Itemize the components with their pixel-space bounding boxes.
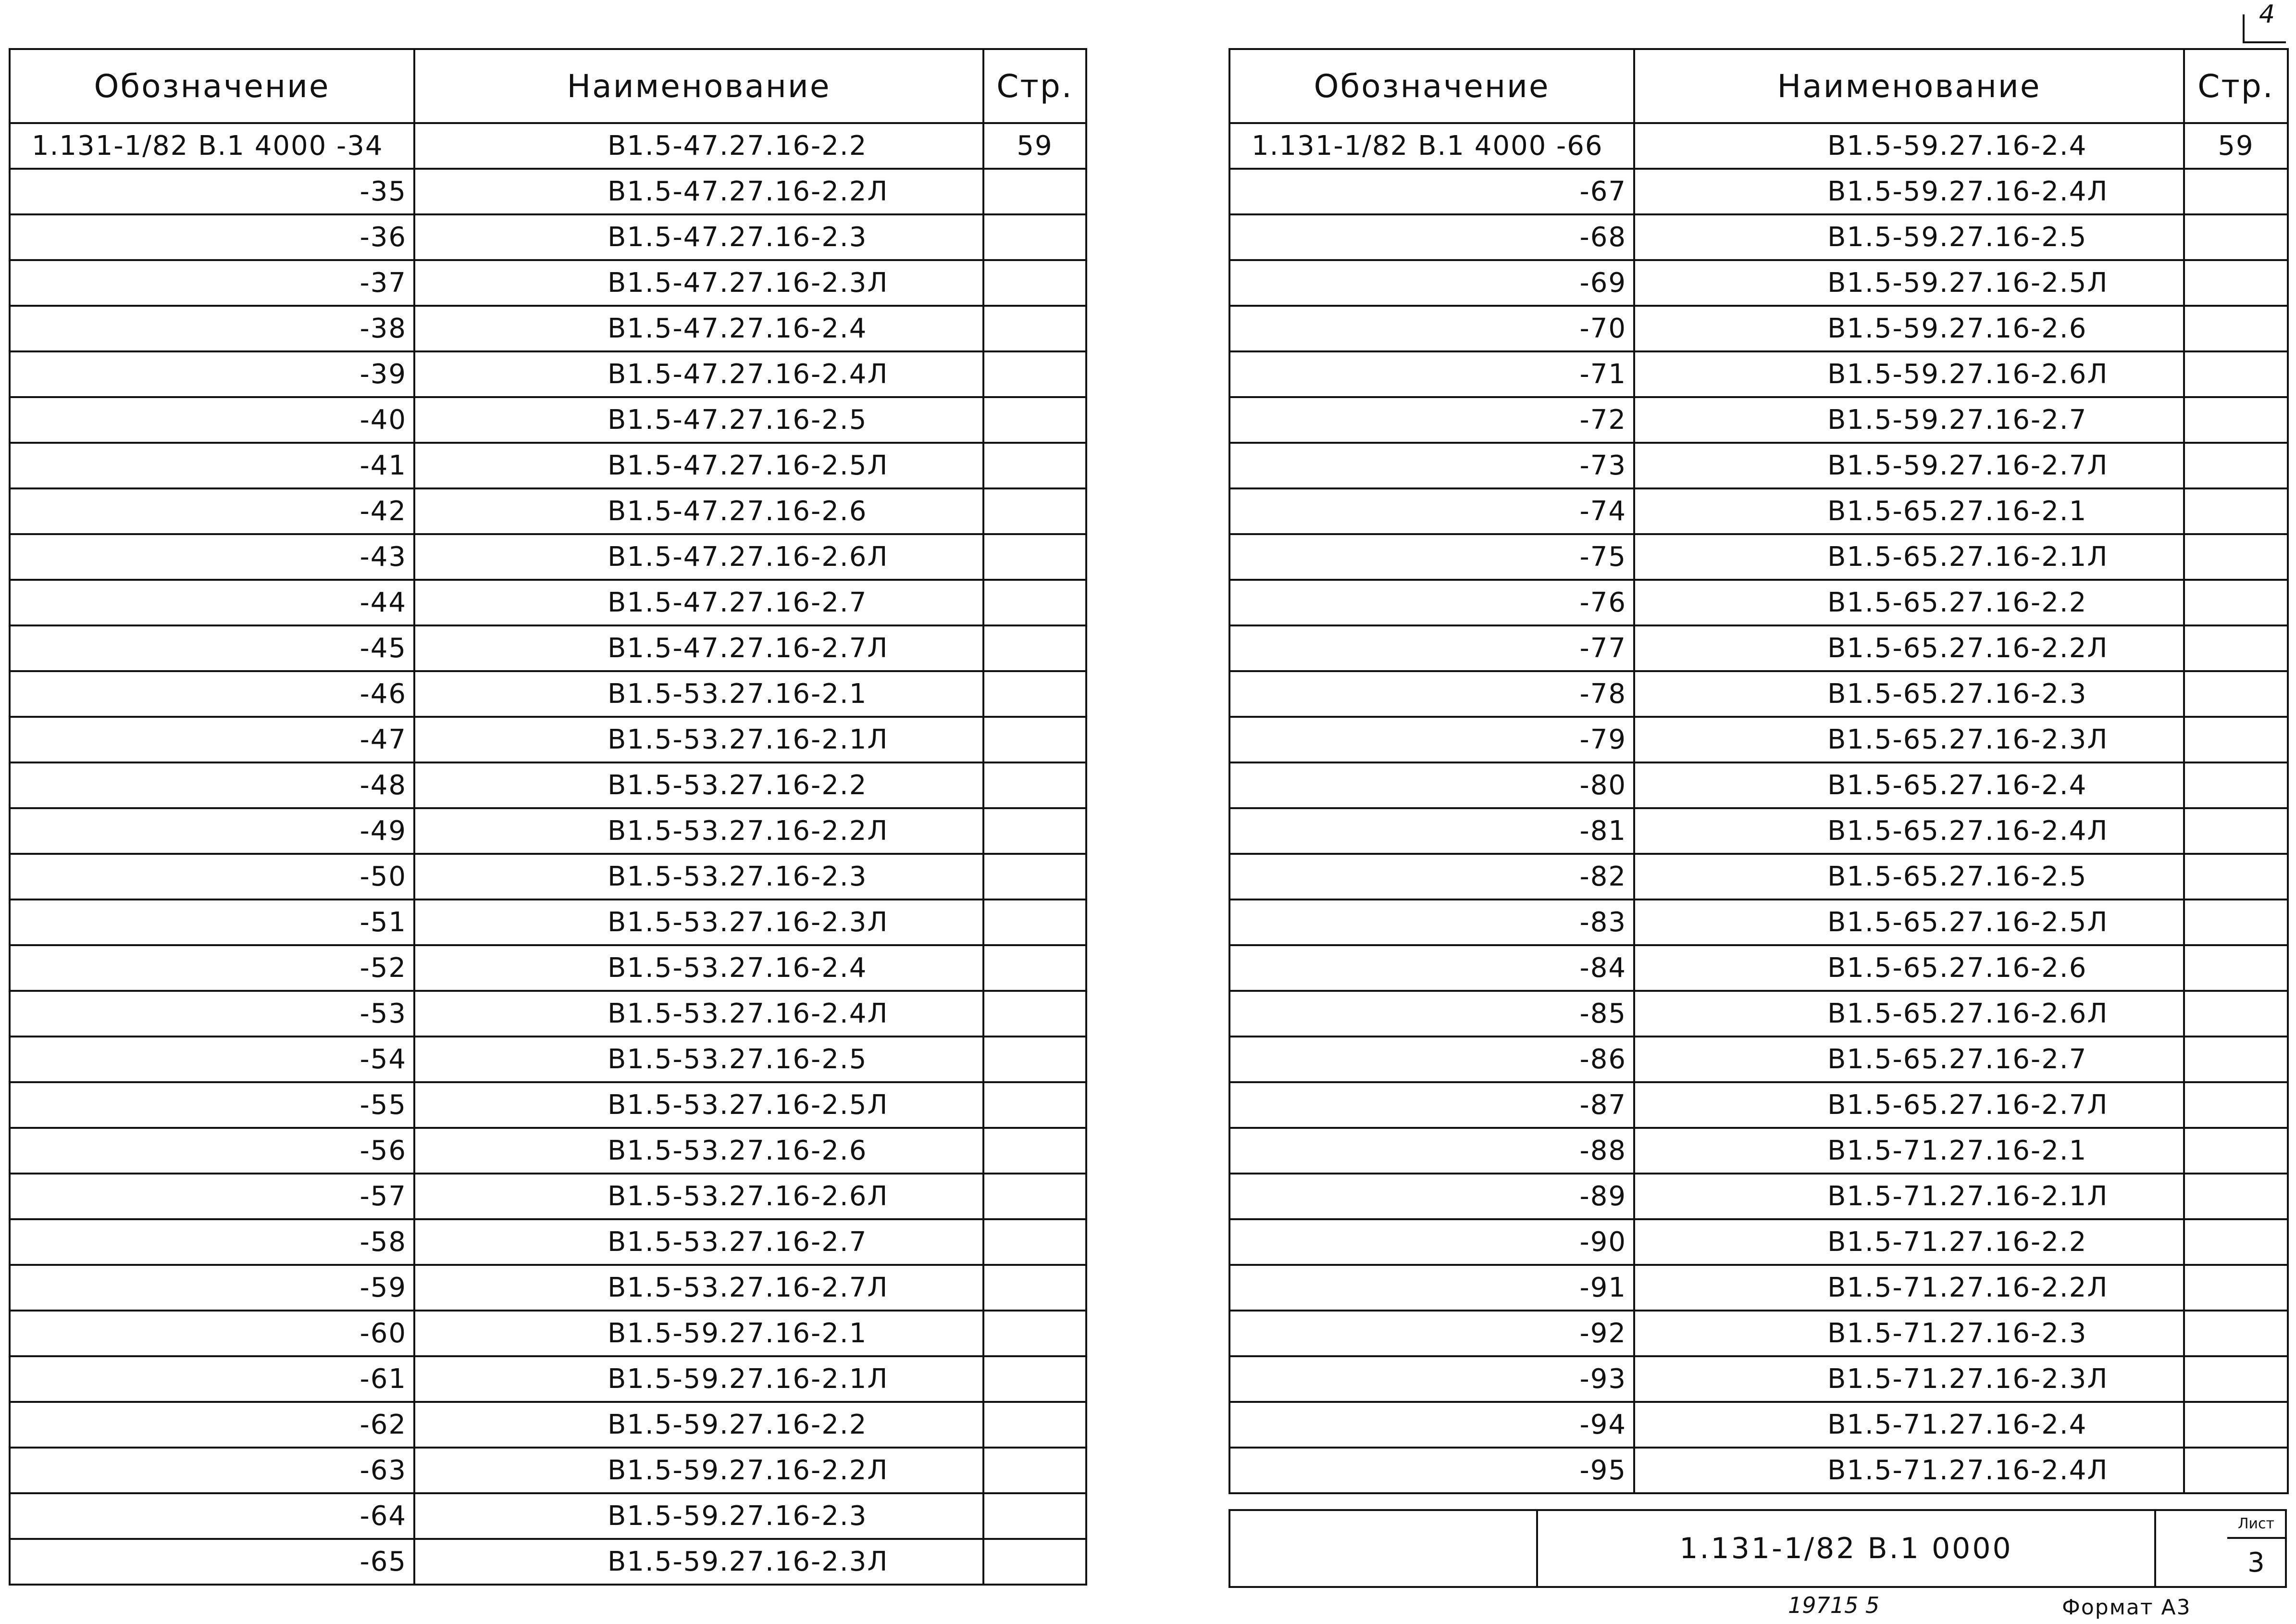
name-cell: В1.5-59.27.16-2.1 xyxy=(414,1311,983,1356)
code-cell: -35 xyxy=(10,169,414,214)
code-cell: -43 xyxy=(10,534,414,580)
code-cell: -36 xyxy=(10,214,414,260)
page-cell: 59 xyxy=(983,123,1086,169)
code-cell: -75 xyxy=(1229,534,1634,580)
table-row xyxy=(1229,169,2288,214)
header-page: Стр. xyxy=(2184,49,2288,123)
name-cell: В1.5-53.27.16-2.7 xyxy=(414,1219,983,1265)
code-cell: -63 xyxy=(10,1448,414,1493)
page-cell xyxy=(983,899,1086,945)
corner-page-number: 4 xyxy=(2259,0,2275,29)
page-cell xyxy=(2184,580,2288,625)
page-cell xyxy=(2184,397,2288,443)
name-cell: В1.5-71.27.16-2.2Л xyxy=(1634,1265,2184,1311)
table-row xyxy=(1229,945,2288,991)
name-cell: В1.5-53.27.16-2.4 xyxy=(414,945,983,991)
page-cell xyxy=(983,534,1086,580)
name-cell: В1.5-47.27.16-2.7Л xyxy=(414,625,983,671)
name-cell: В1.5-65.27.16-2.1Л xyxy=(1634,534,2184,580)
code-cell: -54 xyxy=(10,1037,414,1082)
page-cell xyxy=(2184,991,2288,1037)
name-cell: В1.5-53.27.16-2.2 xyxy=(414,762,983,808)
name-cell: В1.5-47.27.16-2.6 xyxy=(414,488,983,534)
table-row xyxy=(10,899,1086,945)
page-cell xyxy=(983,945,1086,991)
page-cell xyxy=(2184,671,2288,717)
table-row xyxy=(1229,214,2288,260)
code-cell: -60 xyxy=(10,1311,414,1356)
code-cell: -88 xyxy=(1229,1128,1634,1174)
name-cell: В1.5-71.27.16-2.3 xyxy=(1634,1311,2184,1356)
name-cell: В1.5-65.27.16-2.2Л xyxy=(1634,625,2184,671)
table-row xyxy=(10,1402,1086,1448)
code-cell: -79 xyxy=(1229,717,1634,762)
page-cell xyxy=(2184,1311,2288,1356)
page-cell xyxy=(2184,351,2288,397)
code-cell: -53 xyxy=(10,991,414,1037)
name-cell: В1.5-47.27.16-2.2Л xyxy=(414,169,983,214)
code-cell: -50 xyxy=(10,854,414,899)
name-cell: В1.5-53.27.16-2.3Л xyxy=(414,899,983,945)
page-cell xyxy=(983,1082,1086,1128)
table-row xyxy=(10,1219,1086,1265)
page-cell xyxy=(983,991,1086,1037)
code-cell: -56 xyxy=(10,1128,414,1174)
code-cell: -62 xyxy=(10,1402,414,1448)
name-cell: В1.5-53.27.16-2.1 xyxy=(414,671,983,717)
page-cell xyxy=(983,169,1086,214)
code-cell: 1.131-1/82 В.1 4000 -34 xyxy=(10,123,414,169)
table-row xyxy=(10,351,1086,397)
code-cell: -41 xyxy=(10,443,414,488)
name-cell: В1.5-59.27.16-2.4Л xyxy=(1634,169,2184,214)
table-row xyxy=(1229,1402,2288,1448)
table-row xyxy=(1229,991,2288,1037)
page-cell xyxy=(983,397,1086,443)
code-cell: -67 xyxy=(1229,169,1634,214)
page-cell xyxy=(983,854,1086,899)
table-row xyxy=(10,1448,1086,1493)
table-row xyxy=(10,123,1086,169)
code-cell: -51 xyxy=(10,899,414,945)
header-designation: Обозначение xyxy=(1229,49,1634,123)
header-page: Стр. xyxy=(983,49,1086,123)
name-cell: В1.5-59.27.16-2.4 xyxy=(1634,123,2184,169)
page-cell xyxy=(2184,1356,2288,1402)
name-cell: В1.5-59.27.16-2.3Л xyxy=(414,1539,983,1585)
code-cell: -89 xyxy=(1229,1174,1634,1219)
inventory-number: 19715 5 xyxy=(1788,1592,1880,1618)
table-row xyxy=(10,717,1086,762)
name-cell: В1.5-65.27.16-2.3Л xyxy=(1634,717,2184,762)
code-cell: -70 xyxy=(1229,306,1634,351)
left-header-row xyxy=(10,49,1086,123)
table-row xyxy=(1229,1356,2288,1402)
table-row xyxy=(10,580,1086,625)
name-cell: В1.5-65.27.16-2.5Л xyxy=(1634,899,2184,945)
code-cell: -37 xyxy=(10,260,414,306)
code-cell: -58 xyxy=(10,1219,414,1265)
left-table-body xyxy=(10,123,1086,1585)
code-cell: -71 xyxy=(1229,351,1634,397)
left-spec-table xyxy=(9,48,1087,1586)
table-row xyxy=(1229,899,2288,945)
table-row xyxy=(10,1311,1086,1356)
code-cell: -72 xyxy=(1229,397,1634,443)
table-row xyxy=(1229,671,2288,717)
page-cell xyxy=(983,808,1086,854)
name-cell: В1.5-53.27.16-2.3 xyxy=(414,854,983,899)
table-row xyxy=(1229,534,2288,580)
table-row xyxy=(10,762,1086,808)
name-cell: В1.5-65.27.16-2.1 xyxy=(1634,488,2184,534)
name-cell: В1.5-65.27.16-2.7 xyxy=(1634,1037,2184,1082)
code-cell: -73 xyxy=(1229,443,1634,488)
table-row xyxy=(10,1356,1086,1402)
table-row xyxy=(10,625,1086,671)
table-row xyxy=(10,854,1086,899)
table-row xyxy=(10,1493,1086,1539)
name-cell: В1.5-71.27.16-2.4Л xyxy=(1634,1448,2184,1493)
table-row xyxy=(10,671,1086,717)
code-cell: -55 xyxy=(10,1082,414,1128)
name-cell: В1.5-47.27.16-2.7 xyxy=(414,580,983,625)
name-cell: В1.5-65.27.16-2.4Л xyxy=(1634,808,2184,854)
table-row xyxy=(10,397,1086,443)
code-cell: -94 xyxy=(1229,1402,1634,1448)
code-cell: -42 xyxy=(10,488,414,534)
page-cell xyxy=(983,1448,1086,1493)
name-cell: В1.5-71.27.16-2.1Л xyxy=(1634,1174,2184,1219)
code-cell: -59 xyxy=(10,1265,414,1311)
sheet-number: 3 xyxy=(2247,1547,2265,1578)
name-cell: В1.5-47.27.16-2.5Л xyxy=(414,443,983,488)
page-cell xyxy=(2184,1448,2288,1493)
table-row xyxy=(10,991,1086,1037)
table-row xyxy=(10,1265,1086,1311)
name-cell: В1.5-65.27.16-2.3 xyxy=(1634,671,2184,717)
right-table-body xyxy=(1229,123,2288,1493)
name-cell: В1.5-47.27.16-2.4 xyxy=(414,306,983,351)
code-cell: -69 xyxy=(1229,260,1634,306)
code-cell: -47 xyxy=(10,717,414,762)
page-cell xyxy=(983,1128,1086,1174)
code-cell: -49 xyxy=(10,808,414,854)
page-cell xyxy=(2184,854,2288,899)
table-row xyxy=(10,214,1086,260)
page-cell xyxy=(983,1037,1086,1082)
code-cell: -87 xyxy=(1229,1082,1634,1128)
code-cell: -44 xyxy=(10,580,414,625)
page-cell xyxy=(2184,808,2288,854)
right-spec-table xyxy=(1229,48,2289,1494)
code-cell: -46 xyxy=(10,671,414,717)
page-cell xyxy=(2184,625,2288,671)
table-row xyxy=(10,488,1086,534)
code-cell: -86 xyxy=(1229,1037,1634,1082)
corner-mark-vertical xyxy=(2243,14,2245,43)
code-cell: -65 xyxy=(10,1539,414,1585)
name-cell: В1.5-71.27.16-2.4 xyxy=(1634,1402,2184,1448)
table-row xyxy=(10,1128,1086,1174)
page-cell xyxy=(2184,762,2288,808)
code-cell: -64 xyxy=(10,1493,414,1539)
code-cell: -91 xyxy=(1229,1265,1634,1311)
name-cell: В1.5-59.27.16-2.5Л xyxy=(1634,260,2184,306)
right-header-row xyxy=(1229,49,2288,123)
name-cell: В1.5-53.27.16-2.4Л xyxy=(414,991,983,1037)
table-row xyxy=(10,1082,1086,1128)
table-row xyxy=(1229,488,2288,534)
page-cell xyxy=(2184,443,2288,488)
page-cell xyxy=(2184,1265,2288,1311)
name-cell: В1.5-65.27.16-2.6 xyxy=(1634,945,2184,991)
table-row xyxy=(1229,1037,2288,1082)
name-cell: В1.5-53.27.16-2.1Л xyxy=(414,717,983,762)
table-row xyxy=(1229,123,2288,169)
table-row xyxy=(1229,1174,2288,1219)
page-cell xyxy=(983,306,1086,351)
page-cell xyxy=(983,351,1086,397)
table-row xyxy=(1229,580,2288,625)
name-cell: В1.5-59.27.16-2.5 xyxy=(1634,214,2184,260)
corner-mark-horizontal xyxy=(2243,41,2286,43)
name-cell: В1.5-47.27.16-2.6Л xyxy=(414,534,983,580)
table-row xyxy=(10,1037,1086,1082)
name-cell: В1.5-53.27.16-2.2Л xyxy=(414,808,983,854)
name-cell: В1.5-65.27.16-2.6Л xyxy=(1634,991,2184,1037)
code-cell: -77 xyxy=(1229,625,1634,671)
table-row xyxy=(1229,1219,2288,1265)
page-cell xyxy=(2184,214,2288,260)
code-cell: -90 xyxy=(1229,1219,1634,1265)
page-cell xyxy=(2184,306,2288,351)
name-cell: В1.5-59.27.16-2.3 xyxy=(414,1493,983,1539)
page-cell xyxy=(2184,169,2288,214)
page-cell xyxy=(2184,488,2288,534)
code-cell: -82 xyxy=(1229,854,1634,899)
name-cell: В1.5-59.27.16-2.7Л xyxy=(1634,443,2184,488)
code-cell: -40 xyxy=(10,397,414,443)
name-cell: В1.5-53.27.16-2.5 xyxy=(414,1037,983,1082)
page-cell xyxy=(983,1311,1086,1356)
table-row xyxy=(10,169,1086,214)
table-row xyxy=(1229,854,2288,899)
code-cell: -95 xyxy=(1229,1448,1634,1493)
table-row xyxy=(1229,1128,2288,1174)
name-cell: В1.5-65.27.16-2.5 xyxy=(1634,854,2184,899)
code-cell: -78 xyxy=(1229,671,1634,717)
table-row xyxy=(10,443,1086,488)
code-cell: -85 xyxy=(1229,991,1634,1037)
name-cell: В1.5-47.27.16-2.4Л xyxy=(414,351,983,397)
code-cell: -52 xyxy=(10,945,414,991)
page-cell xyxy=(983,580,1086,625)
name-cell: В1.5-59.27.16-2.2 xyxy=(414,1402,983,1448)
page-cell xyxy=(983,214,1086,260)
page-cell xyxy=(983,1265,1086,1311)
name-cell: В1.5-71.27.16-2.1 xyxy=(1634,1128,2184,1174)
name-cell: В1.5-53.27.16-2.6 xyxy=(414,1128,983,1174)
name-cell: В1.5-71.27.16-2.3Л xyxy=(1634,1356,2184,1402)
sheet-cell xyxy=(2227,1511,2285,1586)
page-cell xyxy=(983,1356,1086,1402)
page-cell xyxy=(2184,1402,2288,1448)
name-cell: В1.5-59.27.16-2.6Л xyxy=(1634,351,2184,397)
table-row xyxy=(1229,397,2288,443)
table-row xyxy=(10,260,1086,306)
page-cell xyxy=(2184,1219,2288,1265)
table-row xyxy=(1229,808,2288,854)
name-cell: В1.5-47.27.16-2.3 xyxy=(414,214,983,260)
page-cell xyxy=(983,717,1086,762)
code-cell: -45 xyxy=(10,625,414,671)
page-cell xyxy=(2184,717,2288,762)
name-cell: В1.5-65.27.16-2.7Л xyxy=(1634,1082,2184,1128)
code-cell: -93 xyxy=(1229,1356,1634,1402)
table-row xyxy=(1229,625,2288,671)
table-row xyxy=(1229,443,2288,488)
code-cell: -57 xyxy=(10,1174,414,1219)
table-row xyxy=(1229,1448,2288,1493)
table-row xyxy=(10,945,1086,991)
page-cell xyxy=(983,1402,1086,1448)
page-cell: 59 xyxy=(2184,123,2288,169)
table-row xyxy=(10,306,1086,351)
page-cell xyxy=(983,1174,1086,1219)
table-row xyxy=(1229,1311,2288,1356)
page-cell xyxy=(2184,260,2288,306)
page-cell xyxy=(983,488,1086,534)
table-row xyxy=(1229,717,2288,762)
table-row xyxy=(1229,351,2288,397)
name-cell: В1.5-47.27.16-2.5 xyxy=(414,397,983,443)
name-cell: В1.5-53.27.16-2.6Л xyxy=(414,1174,983,1219)
code-cell: -84 xyxy=(1229,945,1634,991)
page-cell xyxy=(2184,945,2288,991)
table-row xyxy=(10,808,1086,854)
title-block xyxy=(1229,1509,2287,1588)
name-cell: В1.5-59.27.16-2.2Л xyxy=(414,1448,983,1493)
page-cell xyxy=(983,443,1086,488)
code-cell: -81 xyxy=(1229,808,1634,854)
code-cell: -92 xyxy=(1229,1311,1634,1356)
code-cell: -39 xyxy=(10,351,414,397)
code-cell: -83 xyxy=(1229,899,1634,945)
table-row xyxy=(1229,306,2288,351)
table-row xyxy=(1229,1082,2288,1128)
name-cell: В1.5-59.27.16-2.1Л xyxy=(414,1356,983,1402)
page-cell xyxy=(983,625,1086,671)
code-cell: -48 xyxy=(10,762,414,808)
table-row xyxy=(10,534,1086,580)
page-cell xyxy=(983,260,1086,306)
table-row xyxy=(1229,1265,2288,1311)
page-cell xyxy=(983,1219,1086,1265)
page-cell xyxy=(2184,534,2288,580)
header-name: Наименование xyxy=(414,49,983,123)
page-cell xyxy=(983,671,1086,717)
title-block-code: 1.131-1/82 В.1 0000 xyxy=(1536,1511,2156,1586)
page-cell xyxy=(2184,1037,2288,1082)
code-cell: -68 xyxy=(1229,214,1634,260)
page-cell xyxy=(983,762,1086,808)
name-cell: В1.5-59.27.16-2.7 xyxy=(1634,397,2184,443)
name-cell: В1.5-65.27.16-2.4 xyxy=(1634,762,2184,808)
name-cell: В1.5-53.27.16-2.7Л xyxy=(414,1265,983,1311)
name-cell: В1.5-47.27.16-2.3Л xyxy=(414,260,983,306)
format-label: Формат А3 xyxy=(2062,1595,2191,1620)
page-cell xyxy=(983,1493,1086,1539)
table-row xyxy=(1229,762,2288,808)
name-cell: В1.5-65.27.16-2.2 xyxy=(1634,580,2184,625)
name-cell: В1.5-53.27.16-2.5Л xyxy=(414,1082,983,1128)
table-row xyxy=(10,1174,1086,1219)
name-cell: В1.5-59.27.16-2.6 xyxy=(1634,306,2184,351)
table-row xyxy=(10,1539,1086,1585)
code-cell: -38 xyxy=(10,306,414,351)
page-cell xyxy=(2184,1128,2288,1174)
sheet-label: Лист xyxy=(2227,1511,2285,1539)
name-cell: В1.5-47.27.16-2.2 xyxy=(414,123,983,169)
header-name: Наименование xyxy=(1634,49,2184,123)
header-designation: Обозначение xyxy=(10,49,414,123)
page-cell xyxy=(2184,1082,2288,1128)
code-cell: -76 xyxy=(1229,580,1634,625)
page-cell xyxy=(2184,1174,2288,1219)
page-cell xyxy=(983,1539,1086,1585)
code-cell: 1.131-1/82 В.1 4000 -66 xyxy=(1229,123,1634,169)
page-cell xyxy=(2184,899,2288,945)
code-cell: -80 xyxy=(1229,762,1634,808)
code-cell: -61 xyxy=(10,1356,414,1402)
code-cell: -74 xyxy=(1229,488,1634,534)
table-row xyxy=(1229,260,2288,306)
name-cell: В1.5-71.27.16-2.2 xyxy=(1634,1219,2184,1265)
